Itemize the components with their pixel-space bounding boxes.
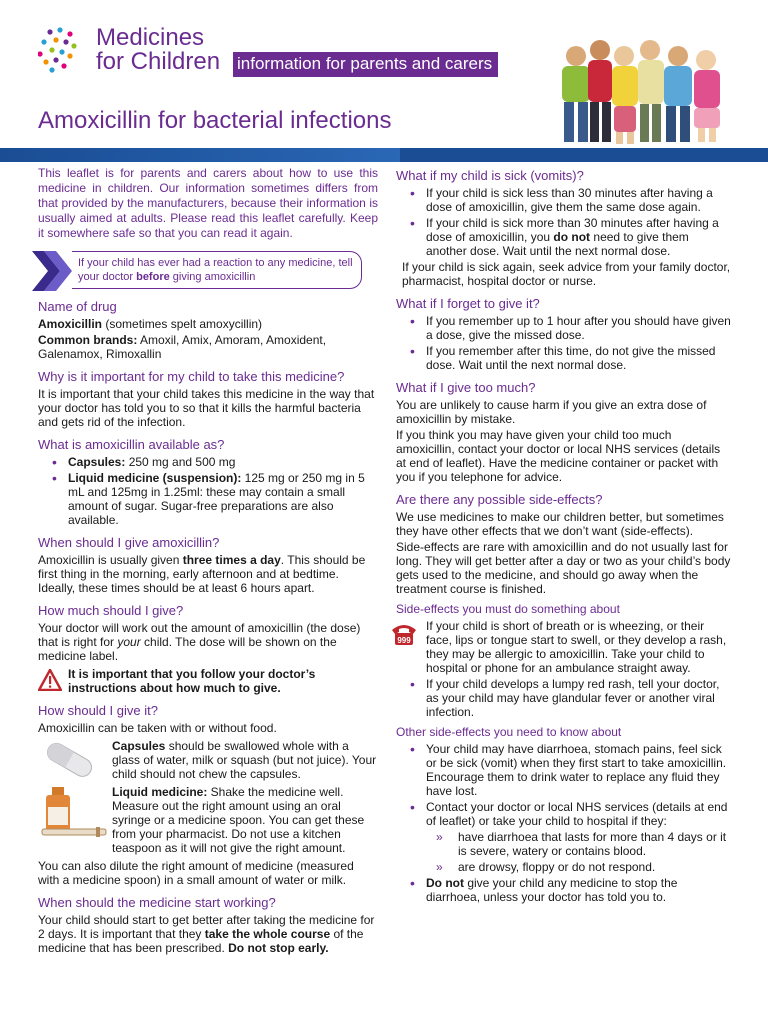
logo-line-1: Medicines <box>96 24 205 51</box>
capsules-bold: Capsules <box>112 739 166 753</box>
drug-name-bold: Amoxicillin <box>38 317 103 331</box>
heading-forget: What if I forget to give it? <box>396 296 540 311</box>
emergency-phone-icon <box>390 621 418 647</box>
children-photo-icon <box>552 38 732 146</box>
when-give-post: . This should be first thing in the morning, early afternoon and at bedtime. Ideally, these times should be at least 6 hours apart. <box>38 553 366 595</box>
common-brands-label: Common brands: <box>38 333 138 347</box>
list-item: • If you remember up to 1 hour after you should have given a dose, give the missed dose. <box>396 314 732 342</box>
liquid-bold: Liquid medicine: <box>112 785 208 799</box>
liquid-strengths: 125 mg or 250 mg in 5 mL and 125mg in 1.25ml: these may contain a small amount of sugar. Sugar-free preparations are also available. <box>68 471 365 527</box>
drug-name <box>38 317 378 331</box>
logo-wordmark <box>96 26 220 74</box>
logo-line-2: for Children <box>96 48 221 75</box>
child-figure-3 <box>612 46 638 144</box>
forget-list <box>396 314 732 372</box>
how-much-post: child. The dose will be shown on the medicine label. <box>38 635 337 663</box>
capsules-instructions-text <box>112 739 376 781</box>
must-do-text: If your child is short of breath or is wheezing, or their face, lips or tongue start to swell, or they develop a rash, they may be allergic to amoxicillin. Take your child to hospital or phone for an ambulance straight away. <box>426 619 727 675</box>
start-working-pre: Your child should start to get better after taking the medicine for 2 days. It is important that they <box>38 913 375 941</box>
sick-item2-post: need to give them another dose. Wait until the next normal dose. <box>426 230 689 258</box>
child-figure-6 <box>694 50 720 142</box>
heading-when-give: When should I give amoxicillin? <box>38 535 220 550</box>
how-much-italic: your <box>117 635 141 649</box>
logo-burst-icon <box>38 27 77 72</box>
reaction-callout <box>38 251 378 291</box>
list-item <box>38 455 378 469</box>
liquid-label: Liquid medicine (suspension): <box>68 471 242 485</box>
tagline-banner: information for parents and carers <box>233 52 498 77</box>
callout-text-post: giving amoxicillin <box>169 271 256 283</box>
child-figure-5 <box>664 46 692 142</box>
header-divider-band-gradient <box>0 148 400 162</box>
capsules-strengths: 250 mg and 500 mg <box>125 455 236 469</box>
common-brands <box>38 333 378 361</box>
list-item: » have diarrhoea that lasts for more than 4 days or it is severe, watery or contains blood. <box>396 830 732 858</box>
when-give-bold: three times a day <box>182 553 281 567</box>
capsules-instructions <box>38 739 378 781</box>
start-working-bold-1: take the whole course <box>204 927 331 941</box>
do-not-bold: Do not <box>426 876 464 890</box>
heading-sick: What if my child is sick (vomits)? <box>396 168 584 183</box>
dilute-text: You can also dilute the right amount of medicine (measured with a medicine spoon) in a small amount of water or milk. <box>38 859 354 887</box>
heading-available-as: What is amoxicillin available as? <box>38 437 225 452</box>
list-item: • If your child develops a lumpy red rash, tell your doctor, as your child may have glandular fever or another viral infection. <box>396 677 732 719</box>
list-item: • Contact your doctor or local NHS services (details at end of leaflet) or take your child to hospital if they: <box>396 800 732 828</box>
heading-other-side-effects: Other side-effects you need to know about <box>396 725 622 739</box>
intro-paragraph: This leaflet is for parents and carers about how to use this medicine in children. Our information sometimes differs from that provided by the manufacturers, because their information is usually aimed at adults. Please read this leaflet carefully. Keep it somewhere safe so that you can read it again. <box>38 166 378 240</box>
other-side-effects-list <box>396 742 732 904</box>
emergency-number: 999 <box>397 636 411 645</box>
callout-text-bold: before <box>136 271 170 283</box>
when-give-text <box>38 553 378 595</box>
heading-name-of-drug: Name of drug <box>38 299 117 314</box>
emergency-advice <box>396 619 732 675</box>
warning-triangle-icon <box>38 669 62 691</box>
how-much-pre: Your doctor will work out the amount of amoxicillin (the dose) that is right for <box>38 621 361 649</box>
list-item: » are drowsy, floppy or do not respond. <box>396 860 732 874</box>
heading-how-give: How should I give it? <box>38 703 158 718</box>
common-brands-list: Amoxil, Amix, Amoram, Amoxident, Galenamox, Rimoxallin <box>38 333 327 361</box>
do-not-rest: give your child any medicine to stop the diarrhoea, unless your doctor has told you to. <box>426 876 678 904</box>
liquid-instructions-text <box>112 785 364 855</box>
heading-must-do-something: Side-effects you must do something about <box>396 602 620 616</box>
heading-how-much: How much should I give? <box>38 603 184 618</box>
must-do-list <box>396 677 732 719</box>
child-figure-2 <box>588 40 612 142</box>
list-item: • If your child is sick less than 30 minutes after having a dose of amoxicillin, give them the same dose again. <box>396 186 732 214</box>
drug-name-rest: (sometimes spelt amoxycillin) <box>102 317 263 331</box>
sick-item2-bold: do not <box>553 230 591 244</box>
sick-advice-text: If your child is sick again, seek advice from your family doctor, pharmacist, hospital doctor or nurse. <box>402 260 731 288</box>
heading-start-working: When should the medicine start working? <box>38 895 276 910</box>
dose-warning-text: It is important that you follow your doctor’s instructions about how much to give. <box>68 667 316 695</box>
too-much-text-2: If you think you may have given your child too much amoxicillin, contact your doctor or local NHS services (details at end of leaflet). Have the medicine container or packet with you if you telephone for advice. <box>396 428 721 484</box>
callout-text <box>72 251 362 289</box>
available-list <box>38 455 378 527</box>
how-give-text: Amoxicillin can be taken with or without food. <box>38 721 277 735</box>
capsule-icon <box>38 739 102 779</box>
child-figure-1 <box>562 46 590 142</box>
start-working-bold-2: Do not stop early. <box>228 941 329 955</box>
start-working-text <box>38 913 378 955</box>
chevron-arrows-icon <box>32 251 72 291</box>
list-item <box>396 876 732 904</box>
how-much-text <box>38 621 378 663</box>
list-item <box>396 216 732 258</box>
callout-text-pre: If your child has ever had a reaction to any medicine, tell your doctor <box>78 257 353 283</box>
heading-side-effects: Are there any possible side-effects? <box>396 492 603 507</box>
list-item: • Your child may have diarrhoea, stomach pains, feel sick or be sick (vomit) when they first start to take amoxicillin. Encourage them to drink water to replace any fluid they have lost. <box>396 742 732 798</box>
why-important-text: It is important that your child takes this medicine in the way that your doctor has told you to so that it kills the harmful bacteria and gets rid of the infection. <box>38 387 375 429</box>
page-title: Amoxicillin for bacterial infections <box>38 107 392 134</box>
too-much-text-1: You are unlikely to cause harm if you give an extra dose of amoxicillin by mistake. <box>396 398 707 426</box>
when-give-pre: Amoxicillin is usually given <box>38 553 183 567</box>
side-effects-text-1: We use medicines to make our children better, but sometimes they have other effects that we don’t want (side-effects). <box>396 510 724 538</box>
list-item: • If you remember after this time, do not give the missed dose. Wait until the next normal dose. <box>396 344 732 372</box>
heading-too-much: What if I give too much? <box>396 380 536 395</box>
sick-list <box>396 186 732 258</box>
right-column <box>396 166 732 906</box>
sick-item2-pre: If your child is sick more than 30 minutes after having a dose of amoxicillin, you <box>426 216 719 244</box>
start-working-mid: of the medicine that has been prescribed. <box>38 927 364 955</box>
liquid-rest: Shake the medicine well. Measure out the right amount using an oral syringe or a medicine spoon. You can get these from your pharmacist. Do not use a kitchen teaspoon as it will not give the right amount. <box>112 785 365 855</box>
capsules-label: Capsules: <box>68 455 126 469</box>
side-effects-text-2: Side-effects are rare with amoxicillin and do not usually last for long. They will get better after a day or two as your child’s body gets used to the medicine, and should go away when the treatment course is finished. <box>396 540 731 596</box>
capsules-rest: should be swallowed whole with a glass of water, milk or squash (but not juice). Your child should not chew the capsules. <box>112 739 377 781</box>
medicine-bottle-syringe-icon <box>38 785 108 847</box>
heading-why-important: Why is it important for my child to take this medicine? <box>38 369 345 384</box>
list-item <box>38 471 378 527</box>
child-figure-4 <box>638 40 664 142</box>
dose-warning <box>38 667 378 695</box>
liquid-instructions <box>38 785 378 855</box>
left-column <box>38 166 378 957</box>
